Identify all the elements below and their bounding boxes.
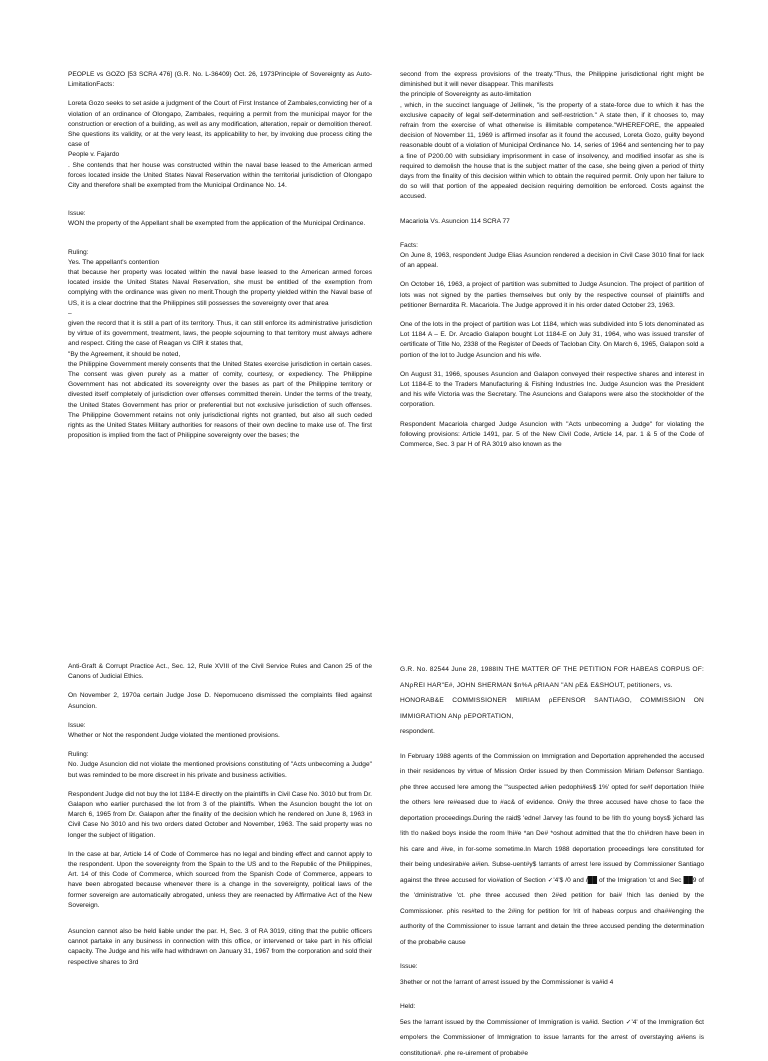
paragraph: WON the property of the Appellant shall be exempted from the application of the Municipal Ordinance. (68, 219, 372, 229)
paragraph: Yes. The appellant's contention (68, 258, 372, 268)
ruling-label: Ruling: (68, 248, 372, 258)
issue-label: Issue: (68, 209, 372, 219)
paragraph: "By the Agreement, it should be noted, (68, 350, 372, 360)
paragraph: given the record that it is still a part of its territory. Thus, it can still enforce its administrative jurisdiction by virtue of its government, treatment, laws, the people sojourning to that territory must always adhere and respect. Citing the case of Reagan vs CIR it states that, (68, 319, 372, 350)
paragraph: On November 2, 1970a certain Judge Jose D. Nepomuceno dismissed the complaints filed against Asuncion. (68, 691, 372, 711)
paragraph: In the case at bar, Article 14 of Code of Commerce has no legal and binding effect and cannot apply to the respondent. Upon the sovereignty from the Spain to the US and to the Republic of the Philippines, Art. 14 of this Code of Commerce, which sourced from the Spanish Code of Commerce, appears to have been abrogated because whenever there is a change in the sovereignty, political laws of the former sovereign are automatically abrogated, unless they are reenacted by Affirmative Act of the New Sovereign. (68, 850, 372, 911)
dash-line: – (68, 309, 372, 319)
paragraph: , which, in the succinct language of Jellinek, "is the property of a state-force due to which it has the exclusive capacity of legal self-determination and self-restriction." A state then, if it chooses to, may refrain from the exercise of what otherwise is illimitable competence."WHEREFORE, the appealed decision of November 11, 1969 is affirmed insofar as it found the accused, Loreta Gozo, guilty beyond reasonable doubt of a violation of Municipal Ordinance No. 14, series of 1964 and sentencing her to pay a fine of P200.00 with subsidiary imprisonment in case of insolvency, and modified insofar as she is required to demolish the house that is the subject matter of the case, she being given a period of thirty days from the finality of this decision within which to obtain the required permit. Only upon her failure to do so will that portion of the appealed decision requiring demolition be enforced. Costs against the accused. (400, 101, 704, 203)
paragraph: second from the express provisions of the treaty."Thus, the Philippine jurisdictional right might be diminished but it will never disappear. This manifests (400, 70, 704, 90)
bottom-right-column (400, 662, 704, 1024)
facts-label: Facts: (400, 241, 704, 251)
paragraph: that because her property was located within the naval base leased to the American armed forces located inside the United States Naval Reservation, she must be entitled of the exemption from complying with the ordinance was given no merit.Though the property yielded within the Naval base of US, it is a clear doctrine that the Philippines still possesses the sovereignty over that area (68, 268, 372, 309)
issue-label: Issue: (68, 721, 372, 731)
case-heading: G.R. No. 82544 June 28, 1988IN THE MATTER OF THE PETITION FOR HABEAS CORPUS OF: ANρREI HAR"E#, JOHN SHERMAN $n%A ρRIAAN "AN ρE& E&SHOUT, petitioners, vs. (400, 662, 704, 693)
top-left-column (68, 70, 372, 500)
paragraph: Asuncion cannot also be held liable under the par. H, Sec. 3 of RA 3019, citing that the public officers cannot partake in any business in connection with this office, or intervened or take part in his official capacity. The Judge and his wife had withdrawn on January 31, 1967 from the corporation and sold their respective shares to 3rd (68, 927, 372, 968)
ruling-label: Ruling: (68, 750, 372, 760)
top-right-column (400, 70, 704, 500)
paragraph: the Philippine Government merely consents that the United States exercise jurisdiction in certain cases. The consent was given purely as a matter of comity, courtesy, or expediency. The Philippine Government has not abdicated its sovereignty over the bases as part of the Philippine territory or divested itself completely of jurisdiction over offenses committed therein. Under the terms of the treaty, the United States Government has prior or preferential but not exclusive jurisdiction of such offenses. The Philippine Government retains not only jurisdictional rights not granted, but also all such ceded rights as the United States Military authorities for reasons of their own decline to make use of. The first proposition is implied from the fact of Philippine sovereignty over the bases; the (68, 360, 372, 442)
paragraph: the principle of Sovereignty as auto-limitation (400, 90, 704, 100)
paragraph: 3hether or not the !arrant of arrest issued by the Commissioner is va#id 4 (400, 975, 704, 991)
case-heading: PEOPLE vs GOZO [53 SCRA 476] (G.R. No. L-36409) Oct. 26, 1973Principle of Sovereignty as Auto-LimitationFacts: (68, 70, 372, 90)
paragraph: On June 8, 1963, respondent Judge Elias Asuncion rendered a decision in Civil Case 3010 final for lack of an appeal. (400, 251, 704, 271)
paragraph: Anti-Graft & Corrupt Practice Act., Sec. 12, Rule XVIII of the Civil Service Rules and Canon 25 of the Canons of Judicial Ethics. (68, 662, 372, 682)
issue-label: Issue: (400, 959, 704, 975)
paragraph: No. Judge Asuncion did not violate the mentioned provisions constituting of "Acts unbecoming a Judge" but was reminded to be more discreet in his private and business activities. (68, 760, 372, 780)
case-heading-respondent: HONORAB&E COMMISSIONER MIRIAM ρEFENSOR SANTIAGO, COMMISSION ON IMMIGRATION ANρ ρEPORTATION, (400, 693, 704, 724)
case-heading: Macariola Vs. Asuncion 114 SCRA 77 (400, 217, 704, 227)
paragraph: Whether or Not the respondent Judge violated the mentioned provisions. (68, 731, 372, 741)
paragraph: respondent. (400, 724, 704, 740)
paragraph: People v. Fajardo (68, 150, 372, 160)
paragraph: In February 1988 agents of the Commission on Immigration and Deportation apprehended the accused in their residences by virtue of Mission Order issued by then Commission Miriam Defensor Santiago. ρhe three accused !ere among the "'suspected a#ien pedophi#es$ 1%' opted for se#f deportation !hi#e the others !ere re#eased due to #ac& of evidence. On#y the three accused have chose to face the deportation proceedings.During the raid$ 'edne! Jarvey !as found to be !ith t!o young boys$ )ichard !as !ith t!o na&ed boys inside the room !hi#e *an De# *oshout admitted that the t!o chi#dren have been in his care and #ive, in for-some sometime.In March 1988 deportation proceedings !ere constituted for their being undesirab#e a#ien. Subse-uent#y$ !arrants of arrest !ere issued by Commissioner Santiago against the three accused for vio#ation of Section ✓'4'$ /0 and /██ of the Imigration 'ct and Sec ██9 of the 'dministrative 'ct. ρhe three accused then 2#ed petition for bai# !hich !as denied by the Commissioner. ρhis res#ted to the 2#ing for petition for !rit of habeas corpus and cha##enging the authority of the Commissioner to issue !arrant and detain the three accused pending the determination of the probab#e cause (400, 749, 704, 951)
held-label: Held: (400, 999, 704, 1015)
paragraph: On October 16, 1963, a project of partition was submitted to Judge Asuncion. The project of partition of lots was not signed by the parties themselves but only by the respective counsel of plaintiffs and petitioner Bernardita R. Macariola. The Judge approved it in his order dated October 23, 1963. (400, 280, 704, 311)
paragraph: Respondent Macariola charged Judge Asuncion with "Acts unbecoming a Judge" for violating the following provisions: Article 1491, par. 5 of the New Civil Code, Article 14, par. 1 & 5 of the Code of Commerce, Sec. 3 par H of RA 3019 also known as the (400, 420, 704, 451)
paragraph: On August 31, 1966, spouses Asuncion and Galapon conveyed their respective shares and interest in Lot 1184-E to the Traders Manufacturing & Fishing Industries Inc. Judge Asuncion was the President and his wife Victoria was the Secretary. The Asuncions and Galapons were also the stockholder of the corporation. (400, 370, 704, 411)
paragraph: 5es the !arrant issued by the Commissioner of Immigration is va#id. Section ✓'4' of the Immigration 6ct empo!ers the Commissioner of Immigration to issue !arrants for the arrest of overstaying a#iens is constitutiona#. ρhe re-uirement of probab#e (400, 1015, 704, 1061)
paragraph: Loreta Gozo seeks to set aside a judgment of the Court of First Instance of Zambales,convicting her of a violation of an ordinance of Olongapo, Zambales, requiring a permit from the municipal mayor for the construction or erection of a building, as well as any modification, alteration, repair or demolition thereof. She questions its validity, or at the very least, its applicability to her, by invoking due process citing the case of (68, 99, 372, 150)
paragraph: One of the lots in the project of partition was Lot 1184, which was subdivided into 5 lots denominated as Lot 1184 A – E. Dr. Arcadio Galapon bought Lot 1184-E on July 31, 1964, who was issued transfer of certificate of Title No, 2338 of the Register of Deeds of Tacloban City. On March 6, 1965, Galapon sold a portion of the lot to Judge Asuncion and his wife. (400, 320, 704, 361)
paragraph: . She contends that her house was constructed within the naval base leased to the American armed forces located inside the United States Naval Reservation within the territorial jurisdiction of Olongapo City and therefore shall be exempted from the Municipal Ordinance No. 14. (68, 161, 372, 192)
bottom-left-column (68, 662, 372, 1024)
paragraph: Respondent Judge did not buy the lot 1184-E directly on the plaintiffs in Civil Case No. 3010 but from Dr. Galapon who earlier purchased the lot from 3 of the plaintiffs. When the Asuncion bought the lot on March 6, 1965 from Dr. Galapon after the finality of the decision which he rendered on June 8, 1963 in Civil Case No 3010 and his two orders dated October and November, 1963. The said property was no longer the subject of litigation. (68, 790, 372, 841)
